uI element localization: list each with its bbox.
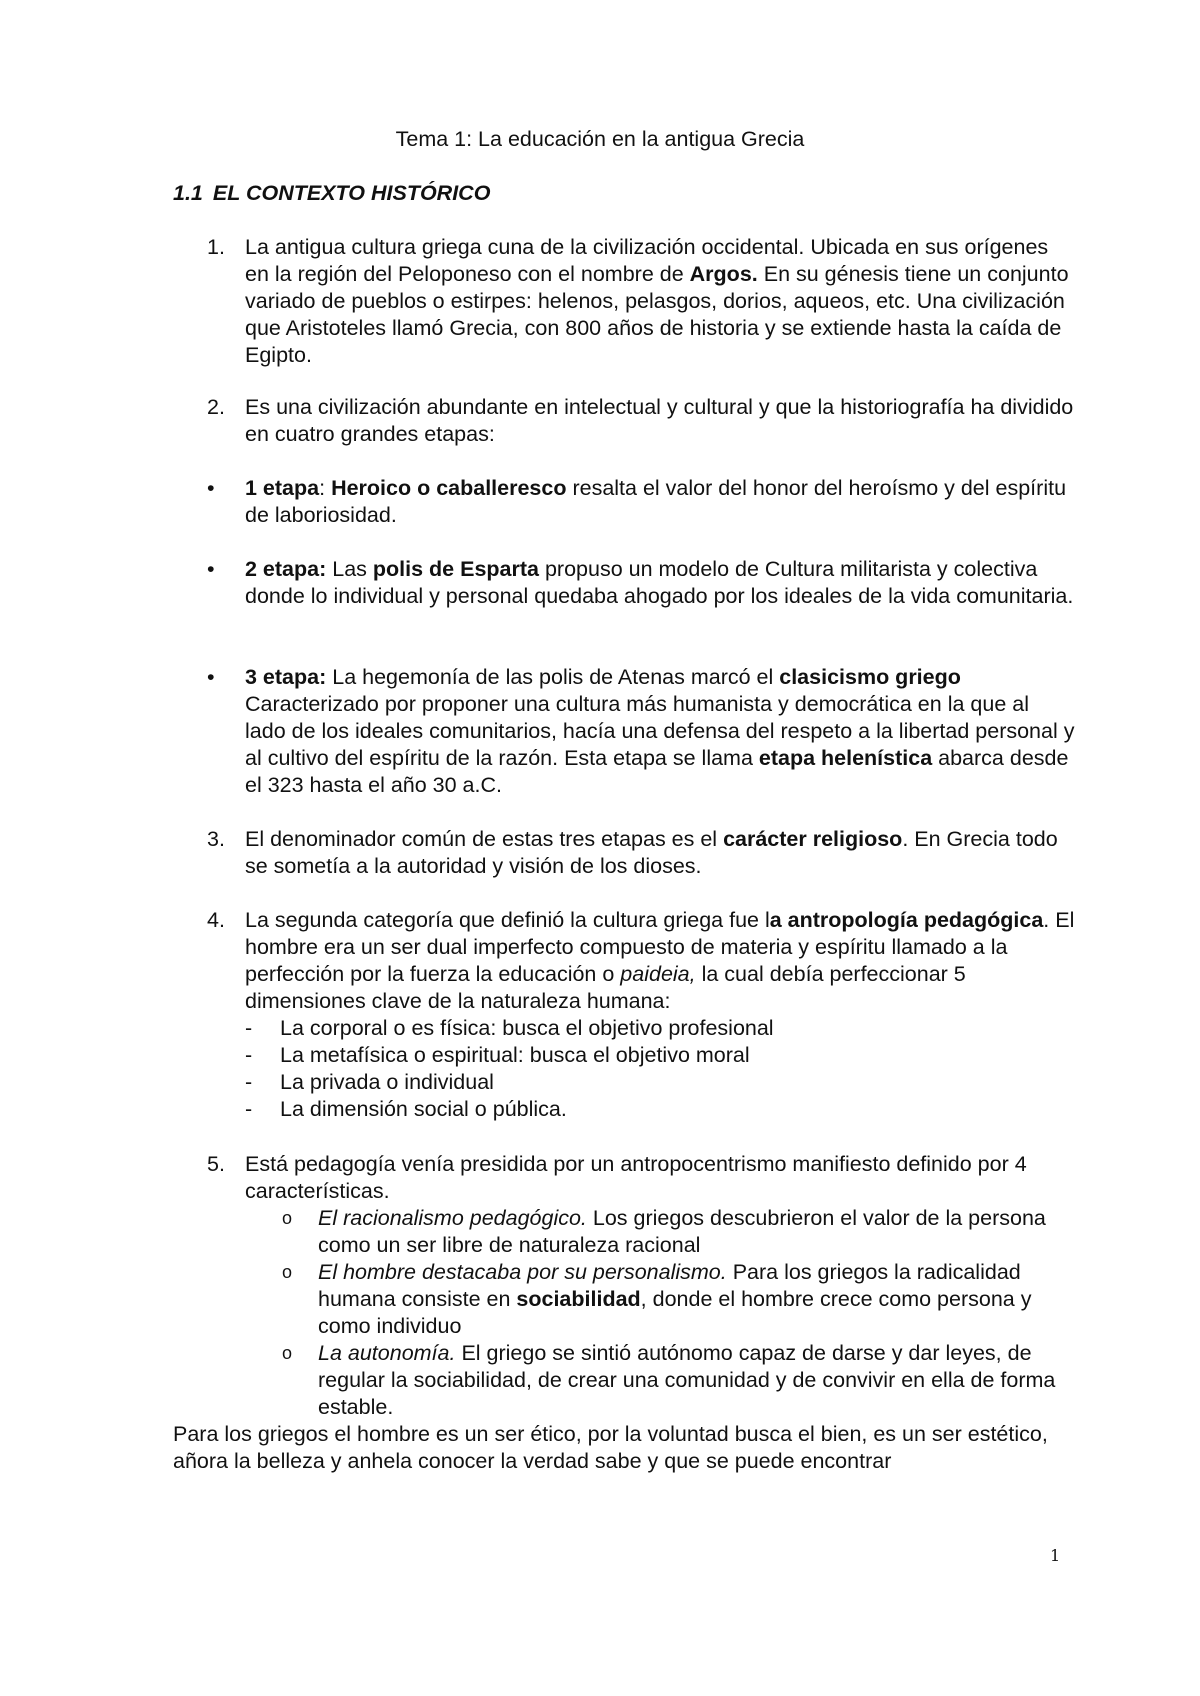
bold-text-run: carácter religioso: [723, 827, 903, 851]
bullet-item-text: [245, 556, 1075, 610]
text-run: La privada o individual: [280, 1070, 494, 1094]
page-number: 1: [1050, 1546, 1061, 1565]
circle-marker: o: [282, 1208, 293, 1228]
list-marker: 3.: [207, 827, 225, 851]
dash-marker: -: [245, 1070, 253, 1094]
dash-item-text: [280, 1042, 1070, 1069]
bold-text-run: 1 etapa: [245, 476, 320, 500]
list-marker: 2.: [207, 395, 225, 419]
text-run: . El hombre era un ser dual imperfecto compuesto de materia y espíritu llamado a la perfección por la fuerza la educación o: [245, 908, 1075, 986]
bold-text-run: etapa helenística: [758, 746, 933, 770]
bullet-marker: •: [207, 476, 215, 500]
list-item-text: [245, 1151, 1075, 1205]
list-item-text: [245, 907, 1075, 1015]
text-run: Las: [326, 557, 373, 581]
dash-marker: -: [245, 1097, 253, 1121]
bold-text-run: 2 etapa:: [245, 557, 327, 581]
closing-paragraph: Para los griegos el hombre es un ser ético, por la voluntad busca el bien, es un ser estético, añora la belleza y anhela conocer la verdad sabe y que se puede encontrar: [173, 1422, 1048, 1473]
bold-text-run: sociabilidad: [516, 1287, 641, 1311]
section-heading: [173, 180, 490, 207]
text-run: La metafísica o espiritual: busca el objetivo moral: [280, 1043, 750, 1067]
text-run: resalta el valor del honor del heroísmo y del espíritu de laboriosidad.: [245, 476, 1067, 527]
circle-marker: o: [282, 1343, 293, 1363]
text-run: Caracterizado por proponer una cultura más humanista y democrática en la que al lado de los ideales comunitarios, hacía una defensa del respeto a la libertad personal y al cultivo del espíritu de la razón. Esta etapa se llama: [245, 692, 1075, 770]
section-number: 1.1: [173, 181, 203, 205]
italic-text-run: El hombre destacaba por su personalismo.: [318, 1260, 727, 1284]
text-run: Está pedagogía venía presidida por un antropocentrismo manifiesto definido por 4 características.: [245, 1152, 1027, 1203]
text-run: La antigua cultura griega cuna de la civilización occidental. Ubicada en sus orígenes en la región del Peloponeso con el nombre de: [245, 235, 1049, 286]
dash-item-text: [280, 1069, 1070, 1096]
dash-item-text: [280, 1015, 1070, 1042]
text-run: abarca desde el 323 hasta el año 30 a.C.: [245, 746, 1069, 797]
text-run: Los griegos descubrieron el valor de la persona como un ser libre de naturaleza racional: [318, 1206, 1046, 1257]
text-run: En su génesis tiene un conjunto variado de pueblos o estirpes: helenos, pelasgos, dorios, aqueos, etc. Una civilización que Aristoteles llamó Grecia, con 800 años de historia y se extiende hasta la caída de Egipto.: [245, 262, 1069, 367]
list-marker: 1.: [207, 235, 225, 259]
list-item-text: [245, 394, 1075, 448]
text-run: la cual debía perfeccionar 5 dimensiones clave de la naturaleza humana:: [245, 962, 966, 1013]
dash-item-text: [280, 1096, 1070, 1123]
text-run: Es una civilización abundante en intelectual y cultural y que la historiografía ha dividido en cuatro grandes etapas:: [245, 395, 1074, 446]
sub-item-text: [318, 1340, 1070, 1421]
sub-item-text: [318, 1259, 1070, 1340]
bullet-marker: •: [207, 557, 215, 581]
text-run: :: [319, 476, 332, 500]
bold-text-run: Heroico o caballeresco: [331, 476, 567, 500]
italic-text-run: El racionalismo pedagógico.: [318, 1206, 587, 1230]
text-run: , donde el hombre crece como persona y como individuo: [318, 1287, 1032, 1338]
bold-text-run: clasicismo griego: [779, 665, 961, 689]
text-run: Para los griegos la radicalidad humana consiste en: [318, 1260, 1021, 1311]
text-run: La dimensión social o pública.: [280, 1097, 567, 1121]
dash-marker: -: [245, 1043, 253, 1067]
bullet-item-text: [245, 664, 1075, 799]
text-run: . En Grecia todo se sometía a la autoridad y visión de los dioses.: [245, 827, 1058, 878]
text-run: La hegemonía de las polis de Atenas marcó el: [326, 665, 780, 689]
list-marker: 4.: [207, 908, 225, 932]
bullet-marker: •: [207, 665, 215, 689]
sub-item-text: [318, 1205, 1070, 1259]
text-run: La segunda categoría que definió la cultura griega fue l: [245, 908, 770, 932]
document-title: Tema 1: La educación en la antigua Grecia: [395, 127, 805, 151]
text-run: La corporal o es física: busca el objetivo profesional: [280, 1016, 774, 1040]
text-run: El griego se sintió autónomo capaz de darse y dar leyes, de regular la sociabilidad, de crear una comunidad y de convivir en ella de forma estable.: [318, 1341, 1056, 1419]
section-heading-text: EL CONTEXTO HISTÓRICO: [212, 181, 491, 205]
bold-text-run: polis de Esparta: [372, 557, 539, 581]
italic-text-run: paideia,: [620, 962, 696, 986]
text-run: El denominador común de estas tres etapas es el: [245, 827, 724, 851]
text-run: propuso un modelo de Cultura militarista y colectiva donde lo individual y personal quedaba ahogado por los ideales de la vida comunitaria.: [245, 557, 1074, 608]
circle-marker: o: [282, 1262, 293, 1282]
bullet-item-text: [245, 475, 1075, 529]
bold-text-run: 3 etapa:: [245, 665, 327, 689]
list-item-text: [245, 826, 1075, 880]
dash-marker: -: [245, 1016, 253, 1040]
list-item-text: [245, 234, 1075, 369]
bold-text-run: Argos.: [689, 262, 758, 286]
list-marker: 5.: [207, 1152, 225, 1176]
italic-text-run: La autonomía.: [318, 1341, 456, 1365]
bold-text-run: a antropología pedagógica: [769, 908, 1044, 932]
